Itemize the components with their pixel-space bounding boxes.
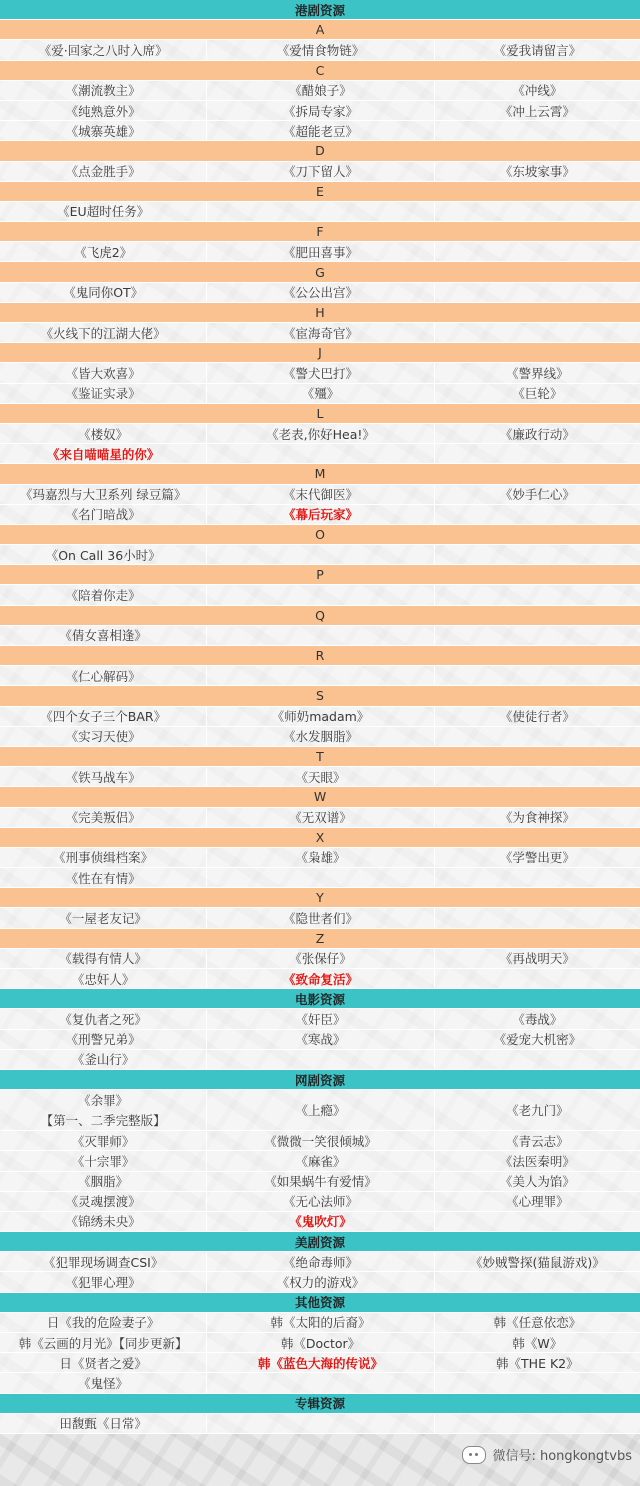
resource-cell[interactable]: 韩《云画的月光》【同步更新】 <box>0 1333 206 1352</box>
letter-index-row: W <box>0 787 640 807</box>
resource-cell[interactable]: 《复仇者之死》 <box>0 1009 206 1028</box>
resource-cell[interactable]: 《天眼》 <box>206 767 433 786</box>
table-row <box>0 363 640 383</box>
resource-cell <box>434 868 640 887</box>
table-row <box>0 1333 640 1353</box>
table-row <box>0 1172 640 1192</box>
resource-cell[interactable]: 《幕后玩家》 <box>206 505 433 524</box>
resource-cell <box>206 1414 433 1433</box>
resource-cell[interactable]: 《殭》 <box>206 384 433 403</box>
table-row <box>0 202 640 222</box>
resource-cell[interactable]: 《权力的游戏》 <box>206 1272 433 1291</box>
letter-index-row: A <box>0 20 640 40</box>
resource-cell[interactable]: 田馥甄《日常》 <box>0 1414 206 1433</box>
resource-cell[interactable]: 《奸臣》 <box>206 1009 433 1028</box>
section-header: 网剧资源 <box>0 1070 640 1090</box>
resource-cell <box>434 1373 640 1392</box>
resource-cell[interactable]: 《妙手仁心》 <box>434 485 640 504</box>
wechat-icon <box>462 1446 486 1464</box>
table-row <box>0 848 640 868</box>
resource-cell[interactable]: 《老九门》 <box>434 1090 640 1130</box>
resource-cell[interactable]: 《水发胭脂》 <box>206 727 433 746</box>
table-row <box>0 545 640 565</box>
letter-index-row: H <box>0 303 640 323</box>
resource-cell[interactable]: 《火线下的江湖大佬》 <box>0 323 206 342</box>
resource-cell[interactable]: 《名门暗战》 <box>0 505 206 524</box>
resource-cell[interactable]: 《潮流教主》 <box>0 81 206 100</box>
table-row <box>0 1090 640 1131</box>
resource-cell[interactable]: 《上瘾》 <box>206 1090 433 1130</box>
table-row <box>0 949 640 969</box>
table-row <box>0 626 640 646</box>
resource-cell[interactable]: 《醋娘子》 <box>206 81 433 100</box>
letter-index-row: G <box>0 262 640 282</box>
resource-cell[interactable]: 《城寨英雄》 <box>0 121 206 140</box>
table-row <box>0 444 640 464</box>
resource-cell[interactable]: 《老表,你好Hea!》 <box>206 424 433 443</box>
table-row <box>0 323 640 343</box>
table-row <box>0 1353 640 1373</box>
table-row <box>0 40 640 60</box>
resource-cell[interactable]: 《玛嘉烈与大卫系列 绿豆篇》 <box>0 485 206 504</box>
resource-cell[interactable]: 日《我的危险妻子》 <box>0 1313 206 1332</box>
resource-cell[interactable]: 《毒战》 <box>434 1009 640 1028</box>
table-row <box>0 1313 640 1333</box>
resource-cell[interactable]: 《无心法师》 <box>206 1192 433 1211</box>
resource-cell[interactable]: 《再战明天》 <box>434 949 640 968</box>
table-row <box>0 868 640 888</box>
resource-cell[interactable]: 《爱我请留言》 <box>434 40 640 59</box>
table-row <box>0 969 640 989</box>
resource-cell[interactable]: 《载得有情人》 <box>0 949 206 968</box>
letter-index-row: C <box>0 61 640 81</box>
table-row <box>0 1192 640 1212</box>
resource-cell[interactable]: 《师奶madam》 <box>206 707 433 726</box>
table-row <box>0 1151 640 1171</box>
table-row <box>0 424 640 444</box>
table-row <box>0 384 640 404</box>
resource-cell[interactable]: 《肥田喜事》 <box>206 242 433 261</box>
table-row <box>0 1373 640 1393</box>
resource-cell <box>206 545 433 564</box>
resource-cell[interactable]: 《一屋老友记》 <box>0 908 206 927</box>
resource-cell[interactable]: 《微微一笑很倾城》 <box>206 1131 433 1150</box>
table-row <box>0 808 640 828</box>
resource-cell <box>206 1373 433 1392</box>
resource-cell <box>434 444 640 463</box>
letter-index-row: S <box>0 686 640 706</box>
resource-cell <box>206 666 433 685</box>
letter-index-row: T <box>0 747 640 767</box>
resource-cell <box>434 1050 640 1069</box>
resource-cell <box>206 868 433 887</box>
resource-cell[interactable]: 《来自喵喵星的你》 <box>0 444 206 463</box>
table-row <box>0 1050 640 1070</box>
resource-cell[interactable]: 《青云志》 <box>434 1131 640 1150</box>
resource-cell <box>434 121 640 140</box>
resource-cell[interactable]: 韩《THE K2》 <box>434 1353 640 1372</box>
resource-cell[interactable]: 《巨轮》 <box>434 384 640 403</box>
table-row <box>0 81 640 101</box>
resource-cell[interactable]: 《性在有情》 <box>0 868 206 887</box>
table-row <box>0 1030 640 1050</box>
resource-cell[interactable]: 《刑事侦缉档案》 <box>0 848 206 867</box>
resource-cell[interactable]: 《四个女子三个BAR》 <box>0 707 206 726</box>
resource-cell <box>434 666 640 685</box>
resource-cell[interactable]: 《致命复活》 <box>206 969 433 988</box>
table-row <box>0 767 640 787</box>
resource-cell[interactable]: 韩《任意依恋》 <box>434 1313 640 1332</box>
resource-cell[interactable]: 《十宗罪》 <box>0 1151 206 1170</box>
resource-cell[interactable]: 《无双谱》 <box>206 808 433 827</box>
resource-cell[interactable]: 《飞虎2》 <box>0 242 206 261</box>
letter-index-row: Q <box>0 606 640 626</box>
resource-cell[interactable] <box>0 1090 206 1130</box>
resource-cell[interactable]: 《EU超时任务》 <box>0 202 206 221</box>
resource-cell[interactable]: 《刑警兄弟》 <box>0 1030 206 1049</box>
letter-index-row: E <box>0 182 640 202</box>
resource-cell <box>434 908 640 927</box>
resource-cell[interactable]: 《仁心解码》 <box>0 666 206 685</box>
resource-cell[interactable]: 《廉政行动》 <box>434 424 640 443</box>
resource-cell[interactable]: 《公公出宫》 <box>206 283 433 302</box>
resource-cell <box>434 1414 640 1433</box>
resource-cell[interactable]: 《铁马战车》 <box>0 767 206 786</box>
resource-cell[interactable]: 《鬼同你OT》 <box>0 283 206 302</box>
letter-index-row: D <box>0 141 640 161</box>
resource-cell[interactable]: 《妙贼警探(猫鼠游戏)》 <box>434 1252 640 1271</box>
wechat-watermark <box>462 1445 632 1464</box>
resource-cell[interactable]: 《麻雀》 <box>206 1151 433 1170</box>
resource-cell[interactable]: 《心理罪》 <box>434 1192 640 1211</box>
letter-index-row: F <box>0 222 640 242</box>
resource-cell <box>434 1272 640 1291</box>
resource-cell[interactable]: 《犯罪心理》 <box>0 1272 206 1291</box>
resource-cell[interactable]: 《完美叛侣》 <box>0 808 206 827</box>
resource-cell[interactable]: 《寒战》 <box>206 1030 433 1049</box>
resource-cell[interactable]: 《警界线》 <box>434 363 640 382</box>
table-row <box>0 727 640 747</box>
letter-index-row: R <box>0 646 640 666</box>
resource-cell <box>434 242 640 261</box>
resource-cell <box>434 727 640 746</box>
resource-cell[interactable]: 《隐世者们》 <box>206 908 433 927</box>
resource-cell[interactable]: 《警犬巴打》 <box>206 363 433 382</box>
resource-cell <box>434 505 640 524</box>
resource-cell[interactable]: 韩《蓝色大海的传说》 <box>206 1353 433 1372</box>
table-row <box>0 1212 640 1232</box>
resource-cell[interactable]: 《如果蜗牛有爱情》 <box>206 1172 433 1191</box>
table-row <box>0 707 640 727</box>
letter-index-row: L <box>0 404 640 424</box>
resource-subtitle: 【第一、二季完整版】 <box>40 1113 166 1129</box>
resource-cell[interactable]: 《枭雄》 <box>206 848 433 867</box>
resource-cell <box>434 767 640 786</box>
letter-index-row: P <box>0 565 640 585</box>
resource-cell <box>434 626 640 645</box>
resource-cell[interactable]: 《胭脂》 <box>0 1172 206 1191</box>
section-header: 其他资源 <box>0 1293 640 1313</box>
resource-cell[interactable]: 日《贤者之爱》 <box>0 1353 206 1372</box>
resource-cell[interactable]: 《鬼怪》 <box>0 1373 206 1392</box>
table-row <box>0 505 640 525</box>
resource-cell[interactable]: 《冲上云霄》 <box>434 101 640 120</box>
resource-cell <box>434 202 640 221</box>
resource-title[interactable]: 《余罪》 <box>78 1093 129 1109</box>
resource-cell <box>206 1050 433 1069</box>
resource-cell[interactable]: 《东坡家事》 <box>434 162 640 181</box>
table-row <box>0 1131 640 1151</box>
resource-cell[interactable]: 《冲线》 <box>434 81 640 100</box>
resource-cell[interactable]: 韩《太阳的后裔》 <box>206 1313 433 1332</box>
resource-cell <box>206 585 433 604</box>
resource-cell[interactable]: 《鉴证实录》 <box>0 384 206 403</box>
resource-cell[interactable]: 《绝命毒师》 <box>206 1252 433 1271</box>
resource-cell[interactable]: 《鬼吹灯》 <box>206 1212 433 1231</box>
resource-cell[interactable]: 《灵魂摆渡》 <box>0 1192 206 1211</box>
resource-cell[interactable]: 《张保仔》 <box>206 949 433 968</box>
table-row <box>0 1252 640 1272</box>
resource-cell[interactable]: 《实习天使》 <box>0 727 206 746</box>
resource-cell[interactable]: 《皆大欢喜》 <box>0 363 206 382</box>
resource-cell[interactable]: 《锦绣未央》 <box>0 1212 206 1231</box>
resource-cell[interactable]: 《纯熟意外》 <box>0 101 206 120</box>
resource-cell[interactable]: 《倩女喜相逢》 <box>0 626 206 645</box>
resource-cell[interactable]: 《On Call 36小时》 <box>0 545 206 564</box>
resource-cell <box>434 1212 640 1231</box>
resource-cell[interactable]: 《超能老豆》 <box>206 121 433 140</box>
table-row <box>0 121 640 141</box>
watermark-label: 微信号: hongkongtvbs <box>492 1449 632 1464</box>
resource-cell[interactable]: 《刀下留人》 <box>206 162 433 181</box>
table-row <box>0 1272 640 1292</box>
table-row <box>0 666 640 686</box>
section-header: 电影资源 <box>0 989 640 1009</box>
resource-cell[interactable]: 《犯罪现场调查CSI》 <box>0 1252 206 1271</box>
resource-cell[interactable]: 《爱情食物链》 <box>206 40 433 59</box>
resource-cell[interactable]: 韩《Doctor》 <box>206 1333 433 1352</box>
resource-cell[interactable]: 《点金胜手》 <box>0 162 206 181</box>
resource-cell[interactable]: 《宦海奇官》 <box>206 323 433 342</box>
table-row <box>0 1414 640 1434</box>
letter-index-row: O <box>0 525 640 545</box>
resource-cell[interactable]: 《为食神探》 <box>434 808 640 827</box>
resource-cell[interactable]: 《拆局专家》 <box>206 101 433 120</box>
resource-cell <box>434 283 640 302</box>
resource-cell[interactable]: 《美人为馅》 <box>434 1172 640 1191</box>
resource-cell <box>434 545 640 564</box>
resource-cell[interactable]: 《爱·回家之八时入席》 <box>0 40 206 59</box>
resource-cell[interactable]: 《法医秦明》 <box>434 1151 640 1170</box>
resource-cell <box>434 969 640 988</box>
section-header: 美剧资源 <box>0 1232 640 1252</box>
section-header: 专辑资源 <box>0 1394 640 1414</box>
resource-cell[interactable]: 《末代御医》 <box>206 485 433 504</box>
table-row <box>0 585 640 605</box>
resource-cell[interactable]: 《楼奴》 <box>0 424 206 443</box>
resource-cell <box>206 444 433 463</box>
resource-cell[interactable]: 《使徒行者》 <box>434 707 640 726</box>
section-header: 港剧资源 <box>0 0 640 20</box>
letter-index-row: M <box>0 464 640 484</box>
resource-cell[interactable]: 《爱宠大机密》 <box>434 1030 640 1049</box>
letter-index-row: Z <box>0 929 640 949</box>
table-row <box>0 101 640 121</box>
letter-index-row: X <box>0 828 640 848</box>
table-row <box>0 908 640 928</box>
letter-index-row: J <box>0 343 640 363</box>
resource-cell[interactable]: 韩《W》 <box>434 1333 640 1352</box>
letter-index-row: Y <box>0 888 640 908</box>
resource-cell[interactable]: 《学警出更》 <box>434 848 640 867</box>
resource-cell[interactable]: 《陪着你走》 <box>0 585 206 604</box>
resource-cell <box>434 585 640 604</box>
resource-cell[interactable]: 《忠奸人》 <box>0 969 206 988</box>
resource-cell <box>206 202 433 221</box>
table-row <box>0 162 640 182</box>
resource-cell[interactable]: 《釜山行》 <box>0 1050 206 1069</box>
resource-cell[interactable]: 《灭罪师》 <box>0 1131 206 1150</box>
resource-cell <box>206 626 433 645</box>
table-row <box>0 485 640 505</box>
table-row <box>0 283 640 303</box>
resource-cell <box>434 323 640 342</box>
table-row <box>0 1009 640 1029</box>
table-row <box>0 242 640 262</box>
